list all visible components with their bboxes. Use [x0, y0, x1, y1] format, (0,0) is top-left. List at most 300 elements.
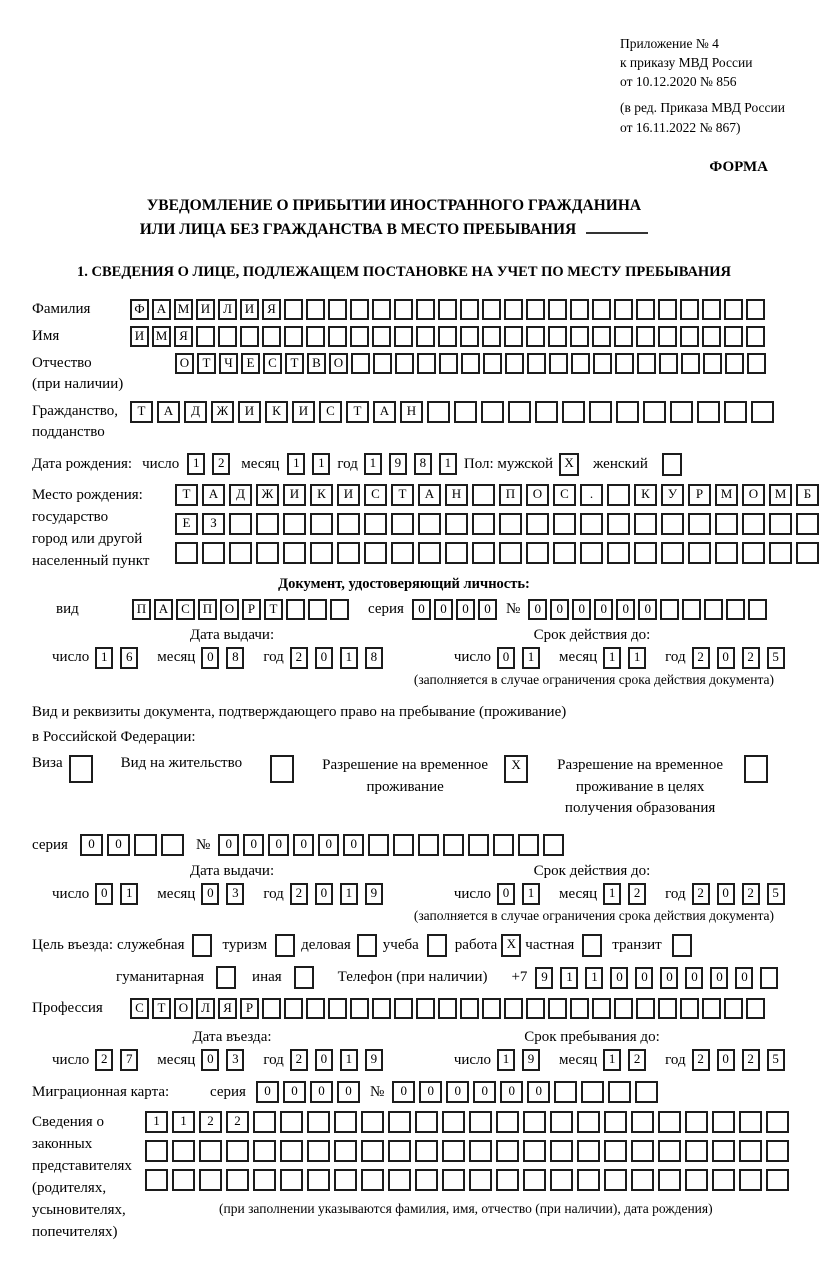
- char-cell[interactable]: [518, 834, 539, 856]
- char-cell[interactable]: [661, 542, 684, 564]
- char-cell[interactable]: [393, 834, 414, 856]
- char-cell[interactable]: [216, 966, 236, 989]
- char-cell[interactable]: 3: [226, 1049, 244, 1071]
- char-cell[interactable]: [592, 299, 611, 320]
- char-cell[interactable]: [445, 542, 468, 564]
- char-cell[interactable]: [388, 1111, 411, 1133]
- char-cell[interactable]: [308, 599, 327, 620]
- char-cell[interactable]: [310, 542, 333, 564]
- char-cell[interactable]: 0: [268, 834, 289, 856]
- char-cell[interactable]: Т: [285, 353, 304, 374]
- char-cell[interactable]: [145, 1140, 168, 1162]
- char-cell[interactable]: [427, 401, 450, 423]
- char-cell[interactable]: [661, 513, 684, 535]
- char-cell[interactable]: [604, 1111, 627, 1133]
- char-cell[interactable]: [769, 542, 792, 564]
- char-cell[interactable]: 0: [497, 647, 515, 669]
- char-cell[interactable]: [472, 484, 495, 506]
- char-cell[interactable]: 2: [290, 883, 308, 905]
- char-cell[interactable]: [724, 326, 743, 347]
- char-cell[interactable]: 0: [80, 834, 103, 856]
- char-cell[interactable]: Д: [184, 401, 207, 423]
- char-cell[interactable]: 1: [585, 967, 603, 989]
- char-cell[interactable]: [372, 326, 391, 347]
- char-cell[interactable]: 2: [290, 1049, 308, 1071]
- char-cell[interactable]: 2: [199, 1111, 222, 1133]
- char-cell[interactable]: 1: [560, 967, 578, 989]
- char-cell[interactable]: [416, 326, 435, 347]
- char-cell[interactable]: [658, 1111, 681, 1133]
- char-cell[interactable]: [226, 1140, 249, 1162]
- char-cell[interactable]: 2: [628, 883, 646, 905]
- char-cell[interactable]: 0: [201, 1049, 219, 1071]
- char-cell[interactable]: Т: [346, 401, 369, 423]
- char-cell[interactable]: [350, 299, 369, 320]
- char-cell[interactable]: [496, 1169, 519, 1191]
- char-cell[interactable]: [145, 1169, 168, 1191]
- char-cell[interactable]: [724, 401, 747, 423]
- char-cell[interactable]: Л: [218, 299, 237, 320]
- char-cell[interactable]: 9: [535, 967, 553, 989]
- char-cell[interactable]: [364, 542, 387, 564]
- char-cell[interactable]: [697, 401, 720, 423]
- char-cell[interactable]: [482, 998, 501, 1019]
- char-cell[interactable]: [615, 353, 634, 374]
- char-cell[interactable]: [253, 1111, 276, 1133]
- char-cell[interactable]: [685, 1140, 708, 1162]
- char-cell[interactable]: С: [319, 401, 342, 423]
- char-cell[interactable]: [746, 998, 765, 1019]
- char-cell[interactable]: 9: [365, 883, 383, 905]
- char-cell[interactable]: [427, 934, 447, 957]
- char-cell[interactable]: [460, 326, 479, 347]
- char-cell[interactable]: [270, 755, 294, 783]
- char-cell[interactable]: [604, 1169, 627, 1191]
- char-cell[interactable]: [280, 1140, 303, 1162]
- char-cell[interactable]: [226, 1169, 249, 1191]
- char-cell[interactable]: [796, 513, 819, 535]
- char-cell[interactable]: 0: [638, 599, 657, 620]
- char-cell[interactable]: Т: [130, 401, 153, 423]
- char-cell[interactable]: [748, 599, 767, 620]
- char-cell[interactable]: П: [198, 599, 217, 620]
- char-cell[interactable]: [504, 998, 523, 1019]
- char-cell[interactable]: 1: [145, 1111, 168, 1133]
- char-cell[interactable]: Н: [445, 484, 468, 506]
- char-cell[interactable]: [550, 1111, 573, 1133]
- char-cell[interactable]: [658, 1140, 681, 1162]
- char-cell[interactable]: [715, 542, 738, 564]
- char-cell[interactable]: [685, 1169, 708, 1191]
- char-cell[interactable]: 0: [256, 1081, 279, 1103]
- char-cell[interactable]: [240, 326, 259, 347]
- char-cell[interactable]: Я: [218, 998, 237, 1019]
- char-cell[interactable]: 9: [365, 1049, 383, 1071]
- char-cell[interactable]: [469, 1169, 492, 1191]
- char-cell[interactable]: [388, 1169, 411, 1191]
- char-cell[interactable]: С: [176, 599, 195, 620]
- char-cell[interactable]: Ж: [211, 401, 234, 423]
- char-cell[interactable]: [307, 1169, 330, 1191]
- char-cell[interactable]: [172, 1140, 195, 1162]
- char-cell[interactable]: [442, 1169, 465, 1191]
- char-cell[interactable]: [760, 967, 778, 989]
- char-cell[interactable]: Н: [400, 401, 423, 423]
- char-cell[interactable]: [161, 834, 184, 856]
- char-cell[interactable]: [636, 998, 655, 1019]
- char-cell[interactable]: [199, 1140, 222, 1162]
- char-cell[interactable]: [702, 998, 721, 1019]
- char-cell[interactable]: [361, 1111, 384, 1133]
- char-cell[interactable]: [739, 1140, 762, 1162]
- char-cell[interactable]: [418, 542, 441, 564]
- char-cell[interactable]: [592, 998, 611, 1019]
- char-cell[interactable]: О: [174, 998, 193, 1019]
- char-cell[interactable]: [357, 934, 377, 957]
- char-cell[interactable]: 0: [434, 599, 453, 620]
- char-cell[interactable]: [739, 1111, 762, 1133]
- char-cell[interactable]: 0: [315, 1049, 333, 1071]
- char-cell[interactable]: [373, 353, 392, 374]
- char-cell[interactable]: [550, 1140, 573, 1162]
- char-cell[interactable]: [616, 401, 639, 423]
- char-cell[interactable]: 9: [389, 453, 407, 475]
- char-cell[interactable]: С: [364, 484, 387, 506]
- char-cell[interactable]: 0: [337, 1081, 360, 1103]
- char-cell[interactable]: [196, 326, 215, 347]
- char-cell[interactable]: 2: [692, 647, 710, 669]
- char-cell[interactable]: 0: [283, 1081, 306, 1103]
- char-cell[interactable]: П: [132, 599, 151, 620]
- char-cell[interactable]: И: [238, 401, 261, 423]
- char-cell[interactable]: Т: [197, 353, 216, 374]
- char-cell[interactable]: [334, 1169, 357, 1191]
- char-cell[interactable]: 2: [742, 883, 760, 905]
- char-cell[interactable]: [631, 1111, 654, 1133]
- char-cell[interactable]: [472, 542, 495, 564]
- char-cell[interactable]: 1: [497, 1049, 515, 1071]
- char-cell[interactable]: [472, 513, 495, 535]
- char-cell[interactable]: [415, 1140, 438, 1162]
- char-cell[interactable]: [593, 353, 612, 374]
- char-cell[interactable]: 0: [446, 1081, 469, 1103]
- char-cell[interactable]: [607, 542, 630, 564]
- char-cell[interactable]: [391, 542, 414, 564]
- char-cell[interactable]: [746, 326, 765, 347]
- char-cell[interactable]: С: [130, 998, 149, 1019]
- char-cell[interactable]: 0: [201, 647, 219, 669]
- char-cell[interactable]: [202, 542, 225, 564]
- char-cell[interactable]: 0: [685, 967, 703, 989]
- char-cell[interactable]: [284, 326, 303, 347]
- char-cell[interactable]: 1: [172, 1111, 195, 1133]
- char-cell[interactable]: Т: [264, 599, 283, 620]
- char-cell[interactable]: 0: [735, 967, 753, 989]
- char-cell[interactable]: 1: [340, 647, 358, 669]
- char-cell[interactable]: 0: [293, 834, 314, 856]
- char-cell[interactable]: [306, 326, 325, 347]
- char-cell[interactable]: И: [292, 401, 315, 423]
- char-cell[interactable]: [742, 513, 765, 535]
- char-cell[interactable]: [496, 1111, 519, 1133]
- char-cell[interactable]: 0: [218, 834, 239, 856]
- char-cell[interactable]: 0: [550, 599, 569, 620]
- char-cell[interactable]: [330, 599, 349, 620]
- char-cell[interactable]: Т: [152, 998, 171, 1019]
- char-cell[interactable]: И: [240, 299, 259, 320]
- char-cell[interactable]: [631, 1169, 654, 1191]
- char-cell[interactable]: [218, 326, 237, 347]
- char-cell[interactable]: 0: [315, 647, 333, 669]
- char-cell[interactable]: 0: [473, 1081, 496, 1103]
- char-cell[interactable]: [395, 353, 414, 374]
- char-cell[interactable]: [468, 834, 489, 856]
- char-cell[interactable]: [284, 299, 303, 320]
- char-cell[interactable]: 5: [767, 647, 785, 669]
- char-cell[interactable]: 0: [310, 1081, 333, 1103]
- char-cell[interactable]: О: [175, 353, 194, 374]
- char-cell[interactable]: 0: [717, 883, 735, 905]
- char-cell[interactable]: Е: [241, 353, 260, 374]
- char-cell[interactable]: К: [265, 401, 288, 423]
- char-cell[interactable]: [361, 1169, 384, 1191]
- char-cell[interactable]: 0: [610, 967, 628, 989]
- char-cell[interactable]: [725, 353, 744, 374]
- char-cell[interactable]: [739, 1169, 762, 1191]
- char-cell[interactable]: [543, 834, 564, 856]
- char-cell[interactable]: В: [307, 353, 326, 374]
- char-cell[interactable]: 1: [603, 647, 621, 669]
- char-cell[interactable]: [256, 542, 279, 564]
- char-cell[interactable]: И: [283, 484, 306, 506]
- char-cell[interactable]: [614, 299, 633, 320]
- char-cell[interactable]: О: [526, 484, 549, 506]
- char-cell[interactable]: [682, 599, 701, 620]
- char-cell[interactable]: 2: [742, 647, 760, 669]
- char-cell[interactable]: [328, 326, 347, 347]
- char-cell[interactable]: [526, 513, 549, 535]
- char-cell[interactable]: X: [559, 453, 579, 476]
- char-cell[interactable]: [307, 1111, 330, 1133]
- char-cell[interactable]: [460, 299, 479, 320]
- char-cell[interactable]: 1: [603, 883, 621, 905]
- char-cell[interactable]: [482, 326, 501, 347]
- char-cell[interactable]: 2: [628, 1049, 646, 1071]
- char-cell[interactable]: [523, 1169, 546, 1191]
- char-cell[interactable]: [172, 1169, 195, 1191]
- char-cell[interactable]: [306, 998, 325, 1019]
- char-cell[interactable]: [483, 353, 502, 374]
- char-cell[interactable]: [481, 401, 504, 423]
- char-cell[interactable]: [553, 513, 576, 535]
- char-cell[interactable]: 1: [120, 883, 138, 905]
- char-cell[interactable]: 2: [226, 1111, 249, 1133]
- char-cell[interactable]: 0: [528, 599, 547, 620]
- char-cell[interactable]: Ж: [256, 484, 279, 506]
- char-cell[interactable]: 0: [95, 883, 113, 905]
- char-cell[interactable]: [394, 998, 413, 1019]
- char-cell[interactable]: 3: [226, 883, 244, 905]
- char-cell[interactable]: М: [174, 299, 193, 320]
- char-cell[interactable]: [461, 353, 480, 374]
- char-cell[interactable]: [685, 1111, 708, 1133]
- char-cell[interactable]: А: [373, 401, 396, 423]
- char-cell[interactable]: [504, 326, 523, 347]
- char-cell[interactable]: [460, 998, 479, 1019]
- char-cell[interactable]: 0: [594, 599, 613, 620]
- char-cell[interactable]: И: [337, 484, 360, 506]
- char-cell[interactable]: 8: [414, 453, 432, 475]
- char-cell[interactable]: [570, 998, 589, 1019]
- char-cell[interactable]: [726, 599, 745, 620]
- char-cell[interactable]: [766, 1111, 789, 1133]
- char-cell[interactable]: Р: [688, 484, 711, 506]
- char-cell[interactable]: Л: [196, 998, 215, 1019]
- char-cell[interactable]: [262, 998, 281, 1019]
- char-cell[interactable]: [443, 834, 464, 856]
- char-cell[interactable]: И: [130, 326, 149, 347]
- char-cell[interactable]: 1: [340, 1049, 358, 1071]
- char-cell[interactable]: [548, 299, 567, 320]
- char-cell[interactable]: [670, 401, 693, 423]
- char-cell[interactable]: [416, 299, 435, 320]
- char-cell[interactable]: [351, 353, 370, 374]
- char-cell[interactable]: 5: [767, 1049, 785, 1071]
- char-cell[interactable]: М: [152, 326, 171, 347]
- char-cell[interactable]: К: [634, 484, 657, 506]
- char-cell[interactable]: 0: [635, 967, 653, 989]
- char-cell[interactable]: 0: [456, 599, 475, 620]
- char-cell[interactable]: 1: [439, 453, 457, 475]
- char-cell[interactable]: [724, 299, 743, 320]
- char-cell[interactable]: [680, 299, 699, 320]
- char-cell[interactable]: [702, 326, 721, 347]
- char-cell[interactable]: [496, 1140, 519, 1162]
- char-cell[interactable]: Е: [175, 513, 198, 535]
- char-cell[interactable]: [715, 513, 738, 535]
- char-cell[interactable]: [262, 326, 281, 347]
- char-cell[interactable]: X: [501, 934, 521, 957]
- char-cell[interactable]: 1: [364, 453, 382, 475]
- char-cell[interactable]: 0: [710, 967, 728, 989]
- char-cell[interactable]: 0: [616, 599, 635, 620]
- char-cell[interactable]: [275, 934, 295, 957]
- char-cell[interactable]: 2: [692, 1049, 710, 1071]
- char-cell[interactable]: [337, 513, 360, 535]
- char-cell[interactable]: Я: [262, 299, 281, 320]
- char-cell[interactable]: [662, 453, 682, 476]
- char-cell[interactable]: [688, 513, 711, 535]
- char-cell[interactable]: [614, 998, 633, 1019]
- char-cell[interactable]: [469, 1140, 492, 1162]
- char-cell[interactable]: [284, 998, 303, 1019]
- char-cell[interactable]: 0: [572, 599, 591, 620]
- char-cell[interactable]: 8: [226, 647, 244, 669]
- char-cell[interactable]: [283, 542, 306, 564]
- char-cell[interactable]: [328, 299, 347, 320]
- char-cell[interactable]: [634, 513, 657, 535]
- char-cell[interactable]: [607, 484, 630, 506]
- char-cell[interactable]: 0: [343, 834, 364, 856]
- char-cell[interactable]: [681, 353, 700, 374]
- char-cell[interactable]: [712, 1169, 735, 1191]
- char-cell[interactable]: [580, 542, 603, 564]
- char-cell[interactable]: А: [154, 599, 173, 620]
- char-cell[interactable]: 7: [120, 1049, 138, 1071]
- char-cell[interactable]: 1: [95, 647, 113, 669]
- char-cell[interactable]: 2: [692, 883, 710, 905]
- char-cell[interactable]: [499, 513, 522, 535]
- char-cell[interactable]: [580, 513, 603, 535]
- char-cell[interactable]: 2: [212, 453, 230, 475]
- char-cell[interactable]: 0: [392, 1081, 415, 1103]
- char-cell[interactable]: [672, 934, 692, 957]
- char-cell[interactable]: [526, 326, 545, 347]
- char-cell[interactable]: [769, 513, 792, 535]
- char-cell[interactable]: [482, 299, 501, 320]
- char-cell[interactable]: [294, 966, 314, 989]
- char-cell[interactable]: [256, 513, 279, 535]
- char-cell[interactable]: 1: [340, 883, 358, 905]
- char-cell[interactable]: А: [202, 484, 225, 506]
- char-cell[interactable]: [742, 542, 765, 564]
- char-cell[interactable]: У: [661, 484, 684, 506]
- char-cell[interactable]: Р: [240, 998, 259, 1019]
- char-cell[interactable]: 0: [243, 834, 264, 856]
- char-cell[interactable]: [553, 542, 576, 564]
- char-cell[interactable]: [658, 326, 677, 347]
- char-cell[interactable]: 0: [478, 599, 497, 620]
- char-cell[interactable]: [439, 353, 458, 374]
- char-cell[interactable]: 2: [290, 647, 308, 669]
- char-cell[interactable]: 5: [767, 883, 785, 905]
- char-cell[interactable]: [712, 1140, 735, 1162]
- char-cell[interactable]: [134, 834, 157, 856]
- char-cell[interactable]: 0: [107, 834, 130, 856]
- char-cell[interactable]: М: [769, 484, 792, 506]
- char-cell[interactable]: [535, 401, 558, 423]
- char-cell[interactable]: [416, 998, 435, 1019]
- char-cell[interactable]: С: [553, 484, 576, 506]
- char-cell[interactable]: [469, 1111, 492, 1133]
- char-cell[interactable]: [607, 513, 630, 535]
- char-cell[interactable]: 1: [522, 647, 540, 669]
- char-cell[interactable]: 1: [603, 1049, 621, 1071]
- char-cell[interactable]: А: [152, 299, 171, 320]
- char-cell[interactable]: [192, 934, 212, 957]
- char-cell[interactable]: [280, 1111, 303, 1133]
- char-cell[interactable]: [636, 299, 655, 320]
- char-cell[interactable]: [364, 513, 387, 535]
- char-cell[interactable]: 0: [497, 883, 515, 905]
- char-cell[interactable]: [680, 998, 699, 1019]
- char-cell[interactable]: [796, 542, 819, 564]
- char-cell[interactable]: [724, 998, 743, 1019]
- char-cell[interactable]: [747, 353, 766, 374]
- char-cell[interactable]: [527, 353, 546, 374]
- char-cell[interactable]: 1: [522, 883, 540, 905]
- place-number-blank[interactable]: [586, 219, 648, 234]
- char-cell[interactable]: 0: [500, 1081, 523, 1103]
- char-cell[interactable]: [766, 1169, 789, 1191]
- char-cell[interactable]: [592, 326, 611, 347]
- char-cell[interactable]: 0: [315, 883, 333, 905]
- char-cell[interactable]: [229, 542, 252, 564]
- char-cell[interactable]: [744, 755, 768, 783]
- char-cell[interactable]: [438, 326, 457, 347]
- char-cell[interactable]: 6: [120, 647, 138, 669]
- char-cell[interactable]: [334, 1111, 357, 1133]
